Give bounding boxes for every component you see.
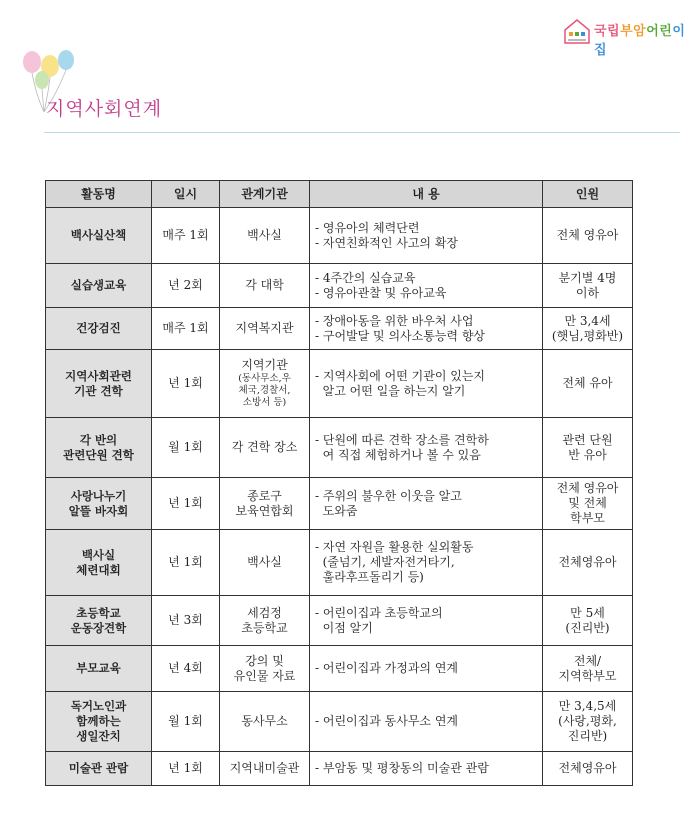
table-row [46, 692, 633, 752]
date-cell-line: 월 1회 [168, 440, 203, 454]
activity-cell [46, 264, 152, 308]
people-cell-line: 만 3,4,5세 [558, 699, 617, 713]
date-cell-line: 년 1회 [168, 555, 203, 569]
date-cell [152, 264, 220, 308]
date-cell [152, 530, 220, 596]
content-cell-line: - 구어발달 및 의사소통능력 향상 [315, 328, 486, 343]
organization-cell [220, 264, 310, 308]
table-header-row [46, 181, 633, 208]
date-cell-line: 년 3회 [168, 613, 203, 627]
content-cell [310, 752, 543, 786]
activity-cell-line: 각 반의 [79, 432, 118, 447]
organization-cell [220, 752, 310, 786]
organization-cell-line: 초등학교 [241, 620, 288, 635]
header-people: 인원 [543, 181, 633, 208]
activity-cell [46, 418, 152, 478]
content-cell-line: - 영유아의 체력단련 [315, 220, 420, 235]
content-cell-line: 알고 어떤 일을 하는지 알기 [315, 383, 466, 398]
brand-name: 국립부암어린이집 [594, 24, 686, 58]
people-cell [543, 596, 633, 646]
people-cell [543, 530, 633, 596]
date-cell-line: 매주 1회 [162, 228, 209, 242]
content-cell [310, 418, 543, 478]
community-activity-table [45, 180, 633, 786]
organization-cell-line: 종로구 [247, 488, 282, 503]
organization-cell [220, 478, 310, 530]
people-cell-line: 전체영유아 [558, 555, 617, 569]
activity-cell-line: 백사실산책 [70, 228, 127, 242]
date-cell [152, 350, 220, 418]
activity-cell [46, 646, 152, 692]
date-cell [152, 752, 220, 786]
date-cell [152, 478, 220, 530]
organization-cell [220, 596, 310, 646]
date-cell-line: 년 1회 [168, 496, 203, 510]
people-cell [543, 264, 633, 308]
activity-cell-line: 기관 견학 [74, 383, 123, 398]
date-cell-line: 매주 1회 [162, 321, 209, 335]
content-cell [310, 646, 543, 692]
date-cell-line: 년 1회 [168, 376, 203, 390]
organization-cell-line: 각 대학 [245, 278, 284, 292]
table-row [46, 208, 633, 264]
people-cell-line: 반 유아 [568, 447, 607, 462]
people-cell-line: 분기별 4명 [558, 270, 617, 285]
content-cell-line: (줄넘기, 세발자전거타기, [315, 555, 455, 569]
date-cell-line: 년 1회 [168, 761, 203, 775]
organization-cell [220, 350, 310, 418]
content-cell-line: - 지역사회에 어떤 기관이 있는지 [315, 368, 486, 383]
content-cell-line: - 영유아관찰 및 유아교육 [315, 285, 447, 300]
table-row [46, 350, 633, 418]
people-cell-line: 지역학부모 [558, 668, 617, 683]
content-cell-line: - 어린이집과 동사무소 연계 [315, 714, 459, 728]
content-cell-line: - 단원에 따른 견학 장소를 견학하 [315, 432, 489, 447]
activity-cell [46, 208, 152, 264]
table-row [46, 264, 633, 308]
people-cell-line: (햇님,평화반) [551, 328, 624, 343]
people-cell-line: 진리반) [567, 729, 608, 743]
brand-logo [562, 14, 690, 58]
people-cell-line: 전체 유아 [562, 376, 613, 390]
activity-cell-line: 초등학교 [76, 605, 121, 620]
people-cell-line: 전체영유아 [558, 761, 617, 775]
people-cell-line: 전체/ [573, 653, 602, 668]
table-row [46, 478, 633, 530]
header-activity: 활동명 [46, 181, 152, 208]
organization-cell-line: 유인물 자료 [233, 668, 296, 683]
content-cell-line: 훌라후프돌리기 등) [315, 570, 424, 584]
organization-cell-line: 지역내미술관 [229, 761, 300, 775]
activity-cell-line: 미술관 관람 [68, 761, 129, 775]
content-cell-line: - 자연친화적인 사고의 확장 [315, 235, 459, 250]
organization-cell-line: 백사실 [247, 228, 282, 242]
activity-cell [46, 752, 152, 786]
organization-cell [220, 418, 310, 478]
organization-cell-line: 동사무소 [241, 714, 288, 728]
activity-cell [46, 350, 152, 418]
date-cell [152, 692, 220, 752]
date-cell-line: 년 2회 [168, 278, 203, 292]
organization-cell-line: 세검정 [247, 605, 282, 620]
content-cell-line: - 주위의 불우한 이웃을 알고 [315, 488, 462, 503]
people-cell [543, 208, 633, 264]
people-cell-line: 학부모 [570, 511, 605, 525]
people-cell [543, 418, 633, 478]
header-date: 일시 [152, 181, 220, 208]
page-title: 지역사회연계 [46, 98, 163, 120]
people-cell [543, 308, 633, 350]
header-organization: 관계기관 [220, 181, 310, 208]
people-cell-line: 전체 영유아 [556, 481, 619, 495]
organization-cell [220, 208, 310, 264]
activity-cell-line: 체련대회 [76, 562, 121, 577]
people-cell [543, 752, 633, 786]
header-content: 내 용 [310, 181, 543, 208]
activity-cell-line: 실습생교육 [70, 278, 127, 292]
content-cell [310, 692, 543, 752]
people-cell-line: 및 전체 [568, 496, 607, 510]
activity-cell-line: 지역사회관련 [65, 368, 132, 383]
content-cell [310, 596, 543, 646]
content-cell-line: - 장애아동을 위한 바우처 사업 [315, 313, 474, 328]
organization-cell-line: 백사실 [247, 555, 282, 569]
people-cell-line: 만 5세 [570, 605, 605, 620]
organization-cell-subline: (동사무소,우 [238, 373, 291, 384]
organization-cell-line: 각 견학 장소 [231, 440, 298, 454]
content-cell-line: 도와줌 [315, 503, 358, 518]
content-cell-line: - 부암동 및 평창동의 미술관 관람 [315, 761, 489, 775]
table-row [46, 596, 633, 646]
content-cell-line: 이점 알기 [315, 620, 373, 635]
people-cell-line: 관련 단원 [562, 432, 613, 447]
people-cell-line: (진리반) [565, 620, 610, 635]
date-cell [152, 208, 220, 264]
activity-cell [46, 596, 152, 646]
people-cell-line: (사랑,평화, [558, 714, 617, 728]
people-cell-line: 만 3,4세 [564, 313, 611, 328]
organization-cell [220, 692, 310, 752]
people-cell [543, 350, 633, 418]
organization-cell-line: 보육연합회 [235, 503, 294, 518]
people-cell-line: 전체 영유아 [556, 228, 619, 242]
activity-cell-line: 독거노인과 [70, 699, 127, 713]
organization-cell-line: 지역복지관 [235, 321, 294, 335]
activity-cell-line: 알뜰 바자회 [68, 503, 129, 518]
table-row [46, 530, 633, 596]
organization-cell-subline: 체국,경찰서, [238, 385, 291, 396]
activity-cell-line: 운동장견학 [70, 620, 127, 635]
people-cell [543, 478, 633, 530]
people-cell [543, 646, 633, 692]
house-icon [562, 16, 592, 46]
activity-cell-line: 건강검진 [76, 321, 121, 335]
activity-cell-line: 사랑나누기 [70, 488, 127, 503]
activity-cell-line: 생일잔치 [76, 729, 121, 743]
table-row [46, 308, 633, 350]
activity-cell [46, 308, 152, 350]
organization-cell-line: 강의 및 [245, 653, 284, 668]
content-cell-line: - 자연 자원을 활용한 실외활동 [315, 540, 474, 554]
date-cell [152, 418, 220, 478]
table-row [46, 752, 633, 786]
people-cell [543, 692, 633, 752]
organization-cell [220, 308, 310, 350]
table-row [46, 646, 633, 692]
table-row [46, 418, 633, 478]
content-cell [310, 208, 543, 264]
content-cell [310, 478, 543, 530]
content-cell-line: 여 직접 체험하거나 볼 수 있음 [315, 447, 481, 462]
content-cell-line: - 어린이집과 초등학교의 [315, 605, 443, 620]
date-cell [152, 646, 220, 692]
title-divider [44, 132, 680, 133]
activity-cell-line: 부모교육 [76, 661, 121, 675]
organization-cell-subline: 소방서 등) [242, 397, 287, 408]
activity-cell-line: 함께하는 [76, 714, 121, 728]
activity-cell [46, 478, 152, 530]
content-cell-line: - 4주간의 실습교육 [315, 270, 416, 285]
content-cell-line: - 어린이집과 가정과의 연계 [315, 661, 459, 675]
content-cell [310, 350, 543, 418]
content-cell [310, 530, 543, 596]
content-cell [310, 264, 543, 308]
activity-cell [46, 692, 152, 752]
date-cell [152, 308, 220, 350]
organization-cell [220, 646, 310, 692]
activity-cell-line: 관련단원 견학 [63, 447, 134, 462]
date-cell [152, 596, 220, 646]
organization-cell-line: 지역기관 [241, 358, 288, 372]
activity-cell [46, 530, 152, 596]
organization-cell [220, 530, 310, 596]
content-cell [310, 308, 543, 350]
people-cell-line: 이하 [575, 285, 600, 300]
date-cell-line: 월 1회 [168, 714, 203, 728]
activity-cell-line: 백사실 [81, 547, 116, 562]
date-cell-line: 년 4회 [168, 661, 203, 675]
